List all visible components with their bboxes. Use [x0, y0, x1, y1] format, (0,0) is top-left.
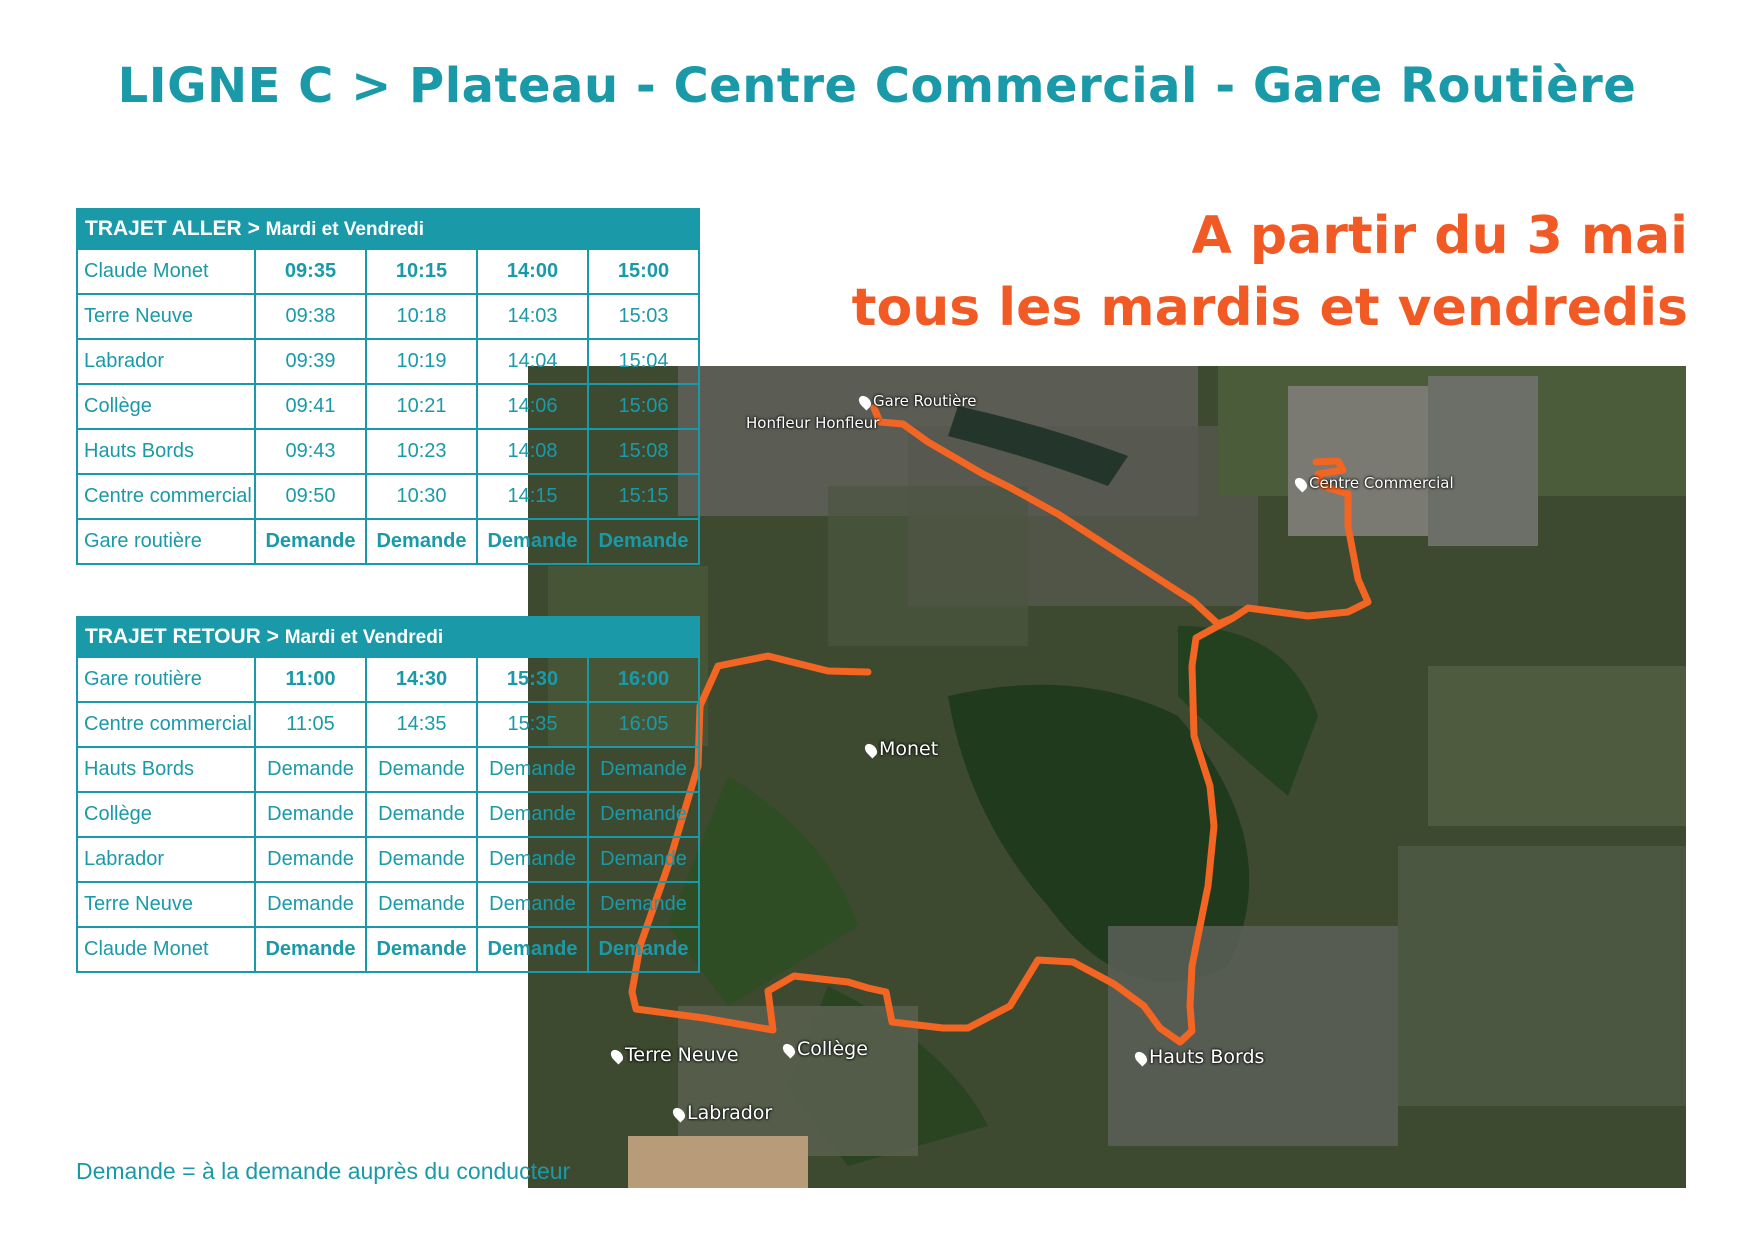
- map-pin-icon: [857, 393, 874, 410]
- time-cell: 14:30: [366, 657, 477, 702]
- time-cell: Demande: [588, 792, 699, 837]
- time-cell: 15:04: [588, 339, 699, 384]
- time-cell: Demande: [366, 882, 477, 927]
- time-cell: 09:41: [255, 384, 366, 429]
- time-cell: Demande: [477, 519, 588, 564]
- promo-line-2: tous les mardis et vendredis: [851, 278, 1688, 338]
- time-cell: Demande: [366, 792, 477, 837]
- map-label-college: Collège: [784, 1038, 868, 1060]
- map-label-honfleur: Honfleur Honfleur: [746, 414, 880, 432]
- table-row: [77, 384, 699, 429]
- map-label-labrador: Labrador: [674, 1102, 772, 1124]
- time-cell: Demande: [255, 792, 366, 837]
- map-label-terre-neuve: Terre Neuve: [612, 1044, 739, 1066]
- time-cell: 15:00: [588, 249, 699, 294]
- time-cell: 15:15: [588, 474, 699, 519]
- stop-name: Hauts Bords: [77, 429, 255, 474]
- table-row: [77, 474, 699, 519]
- table-row: [77, 792, 699, 837]
- time-cell: 14:06: [477, 384, 588, 429]
- map-pin-icon: [1293, 475, 1310, 492]
- time-cell: 15:30: [477, 657, 588, 702]
- map-label-centre-commercial: Centre Commercial: [1296, 474, 1454, 492]
- time-cell: 10:30: [366, 474, 477, 519]
- timetable-aller: [76, 208, 700, 565]
- table-row: [77, 519, 699, 564]
- time-cell: 14:35: [366, 702, 477, 747]
- timetable-retour: [76, 616, 700, 973]
- table-row: [77, 429, 699, 474]
- map-pin-icon: [1133, 1049, 1150, 1066]
- map-label-hauts-bords: Hauts Bords: [1136, 1046, 1264, 1068]
- table-row: [77, 882, 699, 927]
- time-cell: Demande: [255, 747, 366, 792]
- time-cell: 16:00: [588, 657, 699, 702]
- map-pin-icon: [671, 1105, 688, 1122]
- time-cell: Demande: [588, 882, 699, 927]
- table-row: [77, 339, 699, 384]
- table-row: [77, 837, 699, 882]
- table-row: [77, 702, 699, 747]
- time-cell: 15:35: [477, 702, 588, 747]
- table-row: [77, 294, 699, 339]
- stop-name: Centre commercial: [77, 474, 255, 519]
- time-cell: 09:43: [255, 429, 366, 474]
- time-cell: 10:19: [366, 339, 477, 384]
- promo-banner: [852, 200, 1688, 344]
- timetable-retour-header: TRAJET RETOUR > Mardi et Vendredi: [77, 617, 699, 657]
- stop-name: Claude Monet: [77, 927, 255, 972]
- stop-name: Terre Neuve: [77, 882, 255, 927]
- time-cell: 15:03: [588, 294, 699, 339]
- time-cell: 14:04: [477, 339, 588, 384]
- time-cell: 10:23: [366, 429, 477, 474]
- time-cell: 15:08: [588, 429, 699, 474]
- time-cell: 10:18: [366, 294, 477, 339]
- time-cell: 14:08: [477, 429, 588, 474]
- page-title: LIGNE C > Plateau - Centre Commercial - Gare Routière: [117, 58, 1637, 114]
- legend-note: Demande = à la demande auprès du conducteur: [76, 1158, 571, 1184]
- time-cell: Demande: [366, 519, 477, 564]
- map-label-gare-routiere: Gare Routière: [860, 392, 976, 410]
- time-cell: 09:50: [255, 474, 366, 519]
- table-row: [77, 657, 699, 702]
- time-cell: Demande: [255, 882, 366, 927]
- stop-name: Collège: [77, 384, 255, 429]
- time-cell: Demande: [366, 837, 477, 882]
- time-cell: Demande: [366, 927, 477, 972]
- table-row: [77, 249, 699, 294]
- time-cell: Demande: [477, 927, 588, 972]
- time-cell: 11:05: [255, 702, 366, 747]
- time-cell: 11:00: [255, 657, 366, 702]
- stop-name: Terre Neuve: [77, 294, 255, 339]
- time-cell: Demande: [255, 837, 366, 882]
- time-cell: 10:15: [366, 249, 477, 294]
- time-cell: 09:35: [255, 249, 366, 294]
- time-cell: 10:21: [366, 384, 477, 429]
- time-cell: 16:05: [588, 702, 699, 747]
- time-cell: 15:06: [588, 384, 699, 429]
- time-cell: Demande: [588, 519, 699, 564]
- time-cell: Demande: [588, 747, 699, 792]
- time-cell: Demande: [477, 882, 588, 927]
- timetable-aller-header: TRAJET ALLER > Mardi et Vendredi: [77, 209, 699, 249]
- time-cell: Demande: [477, 837, 588, 882]
- promo-line-1: A partir du 3 mai: [1191, 206, 1688, 266]
- time-cell: 14:03: [477, 294, 588, 339]
- time-cell: Demande: [255, 927, 366, 972]
- map-pin-icon: [863, 741, 880, 758]
- stop-name: Centre commercial: [77, 702, 255, 747]
- time-cell: Demande: [588, 927, 699, 972]
- stop-name: Gare routière: [77, 657, 255, 702]
- map-label-monet: Monet: [866, 738, 938, 760]
- time-cell: 09:38: [255, 294, 366, 339]
- time-cell: 09:39: [255, 339, 366, 384]
- route-map: [528, 366, 1686, 1188]
- time-cell: Demande: [366, 747, 477, 792]
- time-cell: 14:15: [477, 474, 588, 519]
- time-cell: Demande: [588, 837, 699, 882]
- map-pin-icon: [609, 1047, 626, 1064]
- map-pin-icon: [781, 1041, 798, 1058]
- table-row: [77, 927, 699, 972]
- stop-name: Collège: [77, 792, 255, 837]
- table-row: [77, 747, 699, 792]
- stop-name: Claude Monet: [77, 249, 255, 294]
- time-cell: 14:00: [477, 249, 588, 294]
- time-cell: Demande: [477, 792, 588, 837]
- stop-name: Hauts Bords: [77, 747, 255, 792]
- time-cell: Demande: [477, 747, 588, 792]
- stop-name: Labrador: [77, 837, 255, 882]
- stop-name: Gare routière: [77, 519, 255, 564]
- time-cell: Demande: [255, 519, 366, 564]
- stop-name: Labrador: [77, 339, 255, 384]
